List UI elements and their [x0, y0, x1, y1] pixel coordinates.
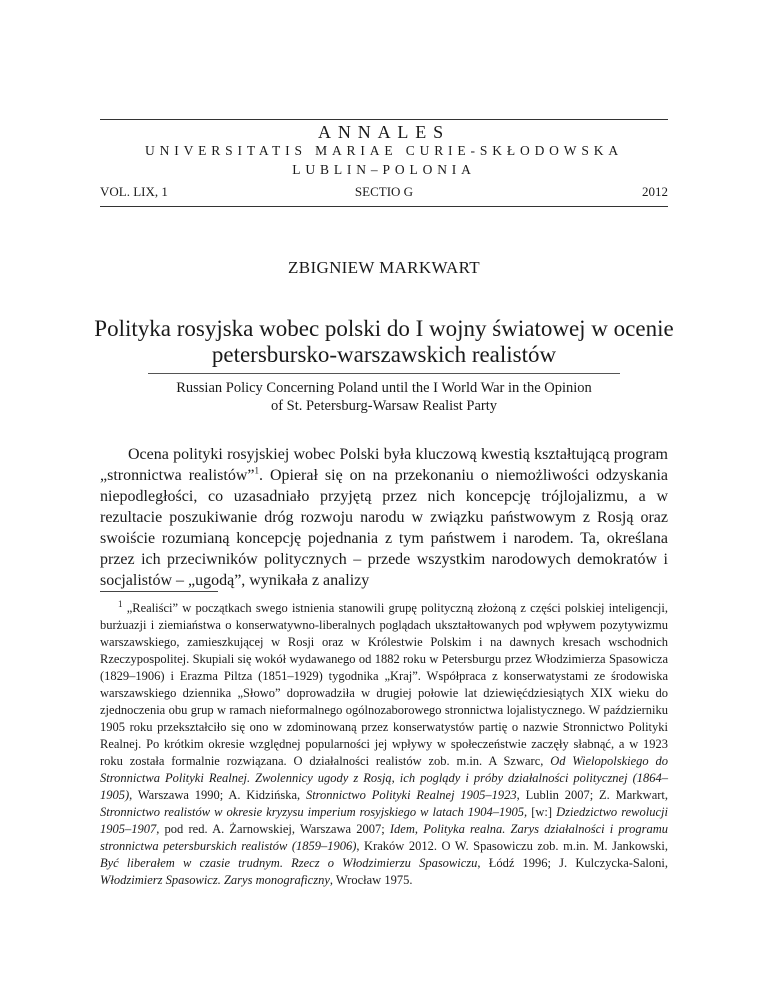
fn-text-7: , Kraków 2012. O W. Spasowiczu zob. m.in. M. Jankowski,	[356, 839, 668, 853]
volume-label: VOL. LIX, 1	[100, 184, 168, 199]
city-name: LUBLIN–POLONIA	[292, 162, 476, 177]
subtitle-rule	[148, 373, 620, 374]
fn-text-8: , Łódź 1996; J. Kulczycka-Saloni,	[477, 856, 668, 870]
section-label: SECTIO G	[354, 184, 414, 199]
university-name: UNIVERSITATIS MARIAE CURIE-SKŁODOWSKA	[145, 143, 623, 158]
footnote-number: 1	[118, 598, 123, 609]
fn-text-3: , Lublin 2007; Z. Markwart,	[516, 788, 668, 802]
fn-text-9: , Wrocław 1975.	[329, 873, 413, 887]
title-line-2: petersbursko-warszawskich realistów	[211, 342, 557, 367]
fn-text-2: , Warszawa 1990; A. Kidzińska,	[129, 788, 306, 802]
fn-text-6: ,	[414, 822, 424, 836]
fn-italic-4: Dziedzictwo rewolucji 1905–1907	[100, 805, 668, 836]
fn-italic-7: Być liberałem w czasie trudnym. Rzecz o Włodzimierzu Spasowiczu	[100, 856, 478, 870]
subtitle-line-2: of St. Petersburg-Warsaw Realist Party	[270, 398, 498, 414]
header-top-rule	[100, 119, 668, 120]
subtitle-line-1: Russian Policy Concerning Poland until the I World War in the Opinion	[176, 380, 592, 396]
author-name: ZBIGNIEW MARKWART	[288, 258, 480, 277]
fn-text-4: [w:]	[527, 805, 557, 819]
fn-text-5: , pod red. A. Żarnowskiej, Warszawa 2007;	[156, 822, 390, 836]
fn-italic-6: Polityka realna. Zarys działalności i programu stronnictwa petersburskich realistów (1859–1906)	[100, 822, 668, 853]
fn-italic-3: Stronnictwo realistów w okresie kryzysu imperium rosyjskiego w latach 1904–1905,	[100, 805, 528, 819]
fn-italic-5: Idem	[389, 822, 415, 836]
fn-italic-8: Włodzimierz Spasowicz. Zarys monograficzny	[100, 873, 330, 887]
article-subtitle	[100, 379, 668, 415]
footnote	[100, 600, 668, 889]
journal-name: ANNALES	[318, 122, 450, 142]
body-text-b: . Opierał się on na przekonaniu o niemożliwości odzyskania niepodległości, co uzasadniało przyjętą przez nich koncepcję trójlojalizmu, a w rezultacie poszukiwanie dróg rozwoju narodu w związku państwowym z Rosją oraz swoiście rozumianą koncepcję pojednania z tym państwem i narodem. Ta, określana przez ich przeciwników politycznych – przede wszystkim narodowych demokratów i socjalistów – „ugodą”, wynikała z analizy	[100, 467, 669, 589]
body-text-a: Ocena polityki rosyjskiej wobec Polski była kluczową kwestią kształtującą program „stronnictwa realistów”	[100, 446, 668, 484]
article-title	[90, 316, 678, 368]
year-label: 2012	[642, 184, 668, 199]
footnote-separator	[100, 591, 218, 592]
fn-text-1: „Realiści” w początkach swego istnienia stanowili grupę polityczną złożoną z części polskiej inteligencji, burżuazji i ziemiaństwa o konserwatywno-liberalnych poglądach ukształtowanych pod wpływem pozytywizmu warszawskiego, zamieszkującej w Rosji oraz w Królestwie Polskim i na dawnych kresach wschodnich Rzeczypospolitej. Skupiali się wokół wydawanego od 1882 roku w Petersburgu przez Włodzimierza Spasowicza (1829–1906) i Erazma Piltza (1851–1929) tygodnika „Kraj”. Współpraca z konserwatystami ze środowiska warszawskiego dziennika „Słowo” doprowadziła w drugiej połowie lat dziewięćdziesiątych XIX wieku do zjednoczenia obu grup w ramach nieformalnego ogólnozaborowego stronnictwa lojalistycznego. W październiku 1905 roku przekształciło się ono w zdominowaną przez konserwatystów partię o nazwie Stronnictwo Polityki Realnej. Po krótkim okresie względnej popularności jej wpływy w społeczeństwie zaczęły słabnąć, a w 1923 roku została formalnie rozwiązana. O działalności realistów zob. m.in. A Szwarc,	[100, 601, 668, 768]
footnote-ref[interactable]: 1	[254, 465, 259, 476]
header-bottom-rule	[100, 206, 668, 207]
title-line-1: Polityka rosyjska wobec polski do I wojny światowej w ocenie	[94, 316, 674, 341]
body-paragraph	[100, 444, 668, 591]
fn-italic-1: Od Wielopolskiego do Stronnictwa Polityki Realnej. Zwolennicy ugody z Rosją, ich poglądy i próby działalności politycznej (1864–1905)	[100, 754, 668, 802]
fn-italic-2: Stronnictwo Polityki Realnej 1905–1923	[305, 788, 517, 802]
